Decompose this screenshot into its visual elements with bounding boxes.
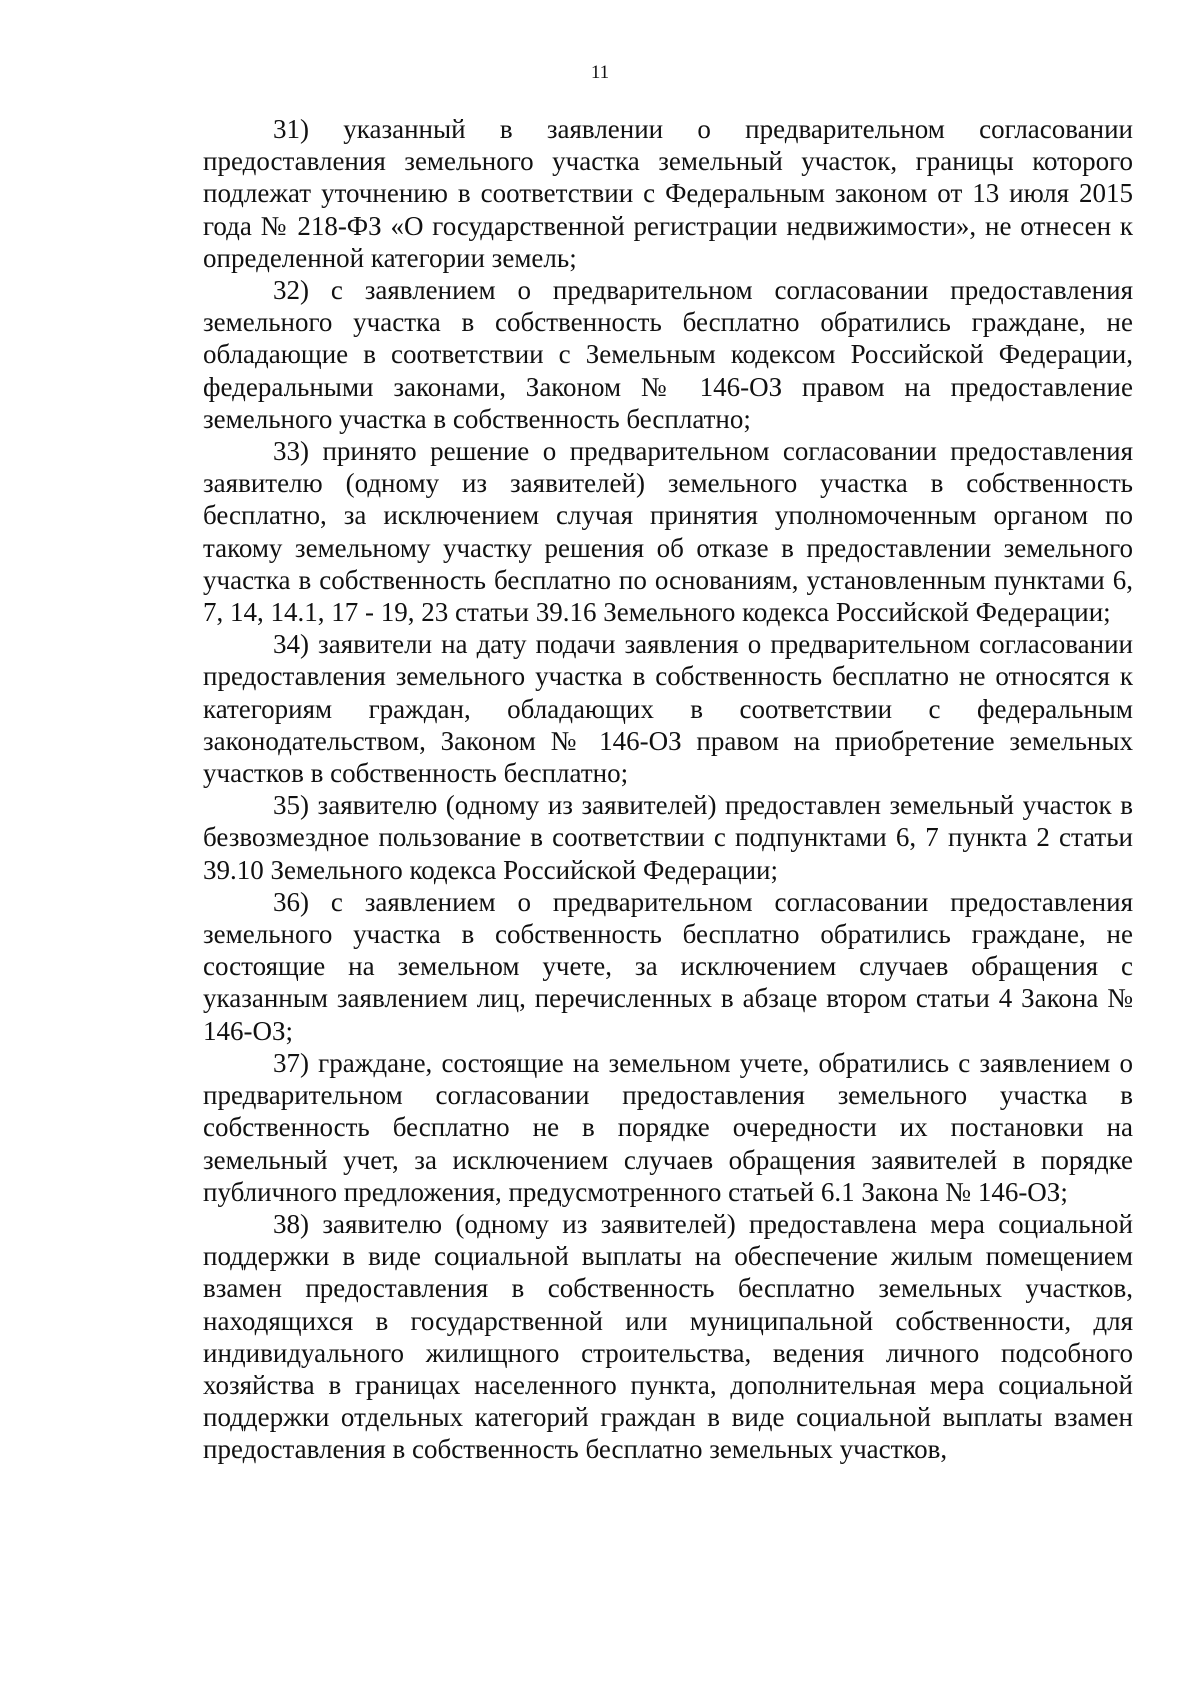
paragraph-item-31: 31) указанный в заявлении о предварительном согласовании предоставления земельного участка земельный участок, границы которого подлежат уточнению в соответствии с Федеральным законом от 13 июля 2015 года № 218-ФЗ «О государственной регистрации недвижимости», не отнесен к определенной категории земель; (203, 114, 1133, 273)
paragraph-item-32: 32) с заявлением о предварительном согласовании предоставления земельного участка в собственность бесплатно обратились граждане, не обладающие в соответствии с Земельным кодексом Российской Федерации, федеральными законами, Законом № 146-ОЗ правом на предоставление земельного участка в собственность бесплатно; (203, 275, 1133, 434)
paragraph-item-33: 33) принято решение о предварительном согласовании предоставления заявителю (одному из заявителей) земельного участка в собственность бесплатно, за исключением случая принятия уполномоченным органом по такому земельному участку решения об отказе в предоставлении земельного участка в собственность бесплатно по основаниям, установленным пунктами 6, 7, 14, 14.1, 17 - 19, 23 статьи 39.16 Земельного кодекса Российской Федерации; (203, 436, 1133, 628)
paragraph-item-34: 34) заявители на дату подачи заявления о предварительном согласовании предоставления земельного участка в собственность бесплатно не относятся к категориям граждан, обладающих в соответствии с федеральным законодательством, Законом № 146-ОЗ правом на приобретение земельных участков в собственность бесплатно; (203, 629, 1133, 789)
page-number: 11 (590, 62, 610, 83)
paragraph-item-37: 37) граждане, состоящие на земельном учете, обратились с заявлением о предварительном согласовании предоставления земельного участка в собственность бесплатно не в порядке очередности их постановки на земельный учет, за исключением случаев обращения заявителей в порядке публичного предложения, предусмотренного статьей 6.1 Закона № 146-ОЗ; (203, 1047, 1133, 1207)
document-body (203, 113, 1133, 1466)
paragraph-item-38: 38) заявителю (одному из заявителей) предоставлена мера социальной поддержки в виде социальной выплаты на обеспечение жилым помещением взамен предоставления в собственность бесплатно земельных участков, находящихся в государственной или муниципальной собственности, для индивидуального жилищного строительства, ведения личного подсобного хозяйства в границах населенного пункта, дополнительная мера социальной поддержки отдельных категорий граждан в виде социальной выплаты взамен предоставления в собственность бесплатно земельных участков, (203, 1208, 1133, 1465)
paragraph-item-36: 36) с заявлением о предварительном согласовании предоставления земельного участка в собственность бесплатно обратились граждане, не состоящие на земельном учете, за исключением случаев обращения с указанным заявлением лиц, перечисленных в абзаце втором статьи 4 Закона № 146-ОЗ; (203, 886, 1133, 1046)
paragraph-item-35: 35) заявителю (одному из заявителей) предоставлен земельный участок в безвозмездное пользование в соответствии с подпунктами 6, 7 пункта 2 статьи 39.10 Земельного кодекса Российской Федерации; (203, 790, 1133, 885)
